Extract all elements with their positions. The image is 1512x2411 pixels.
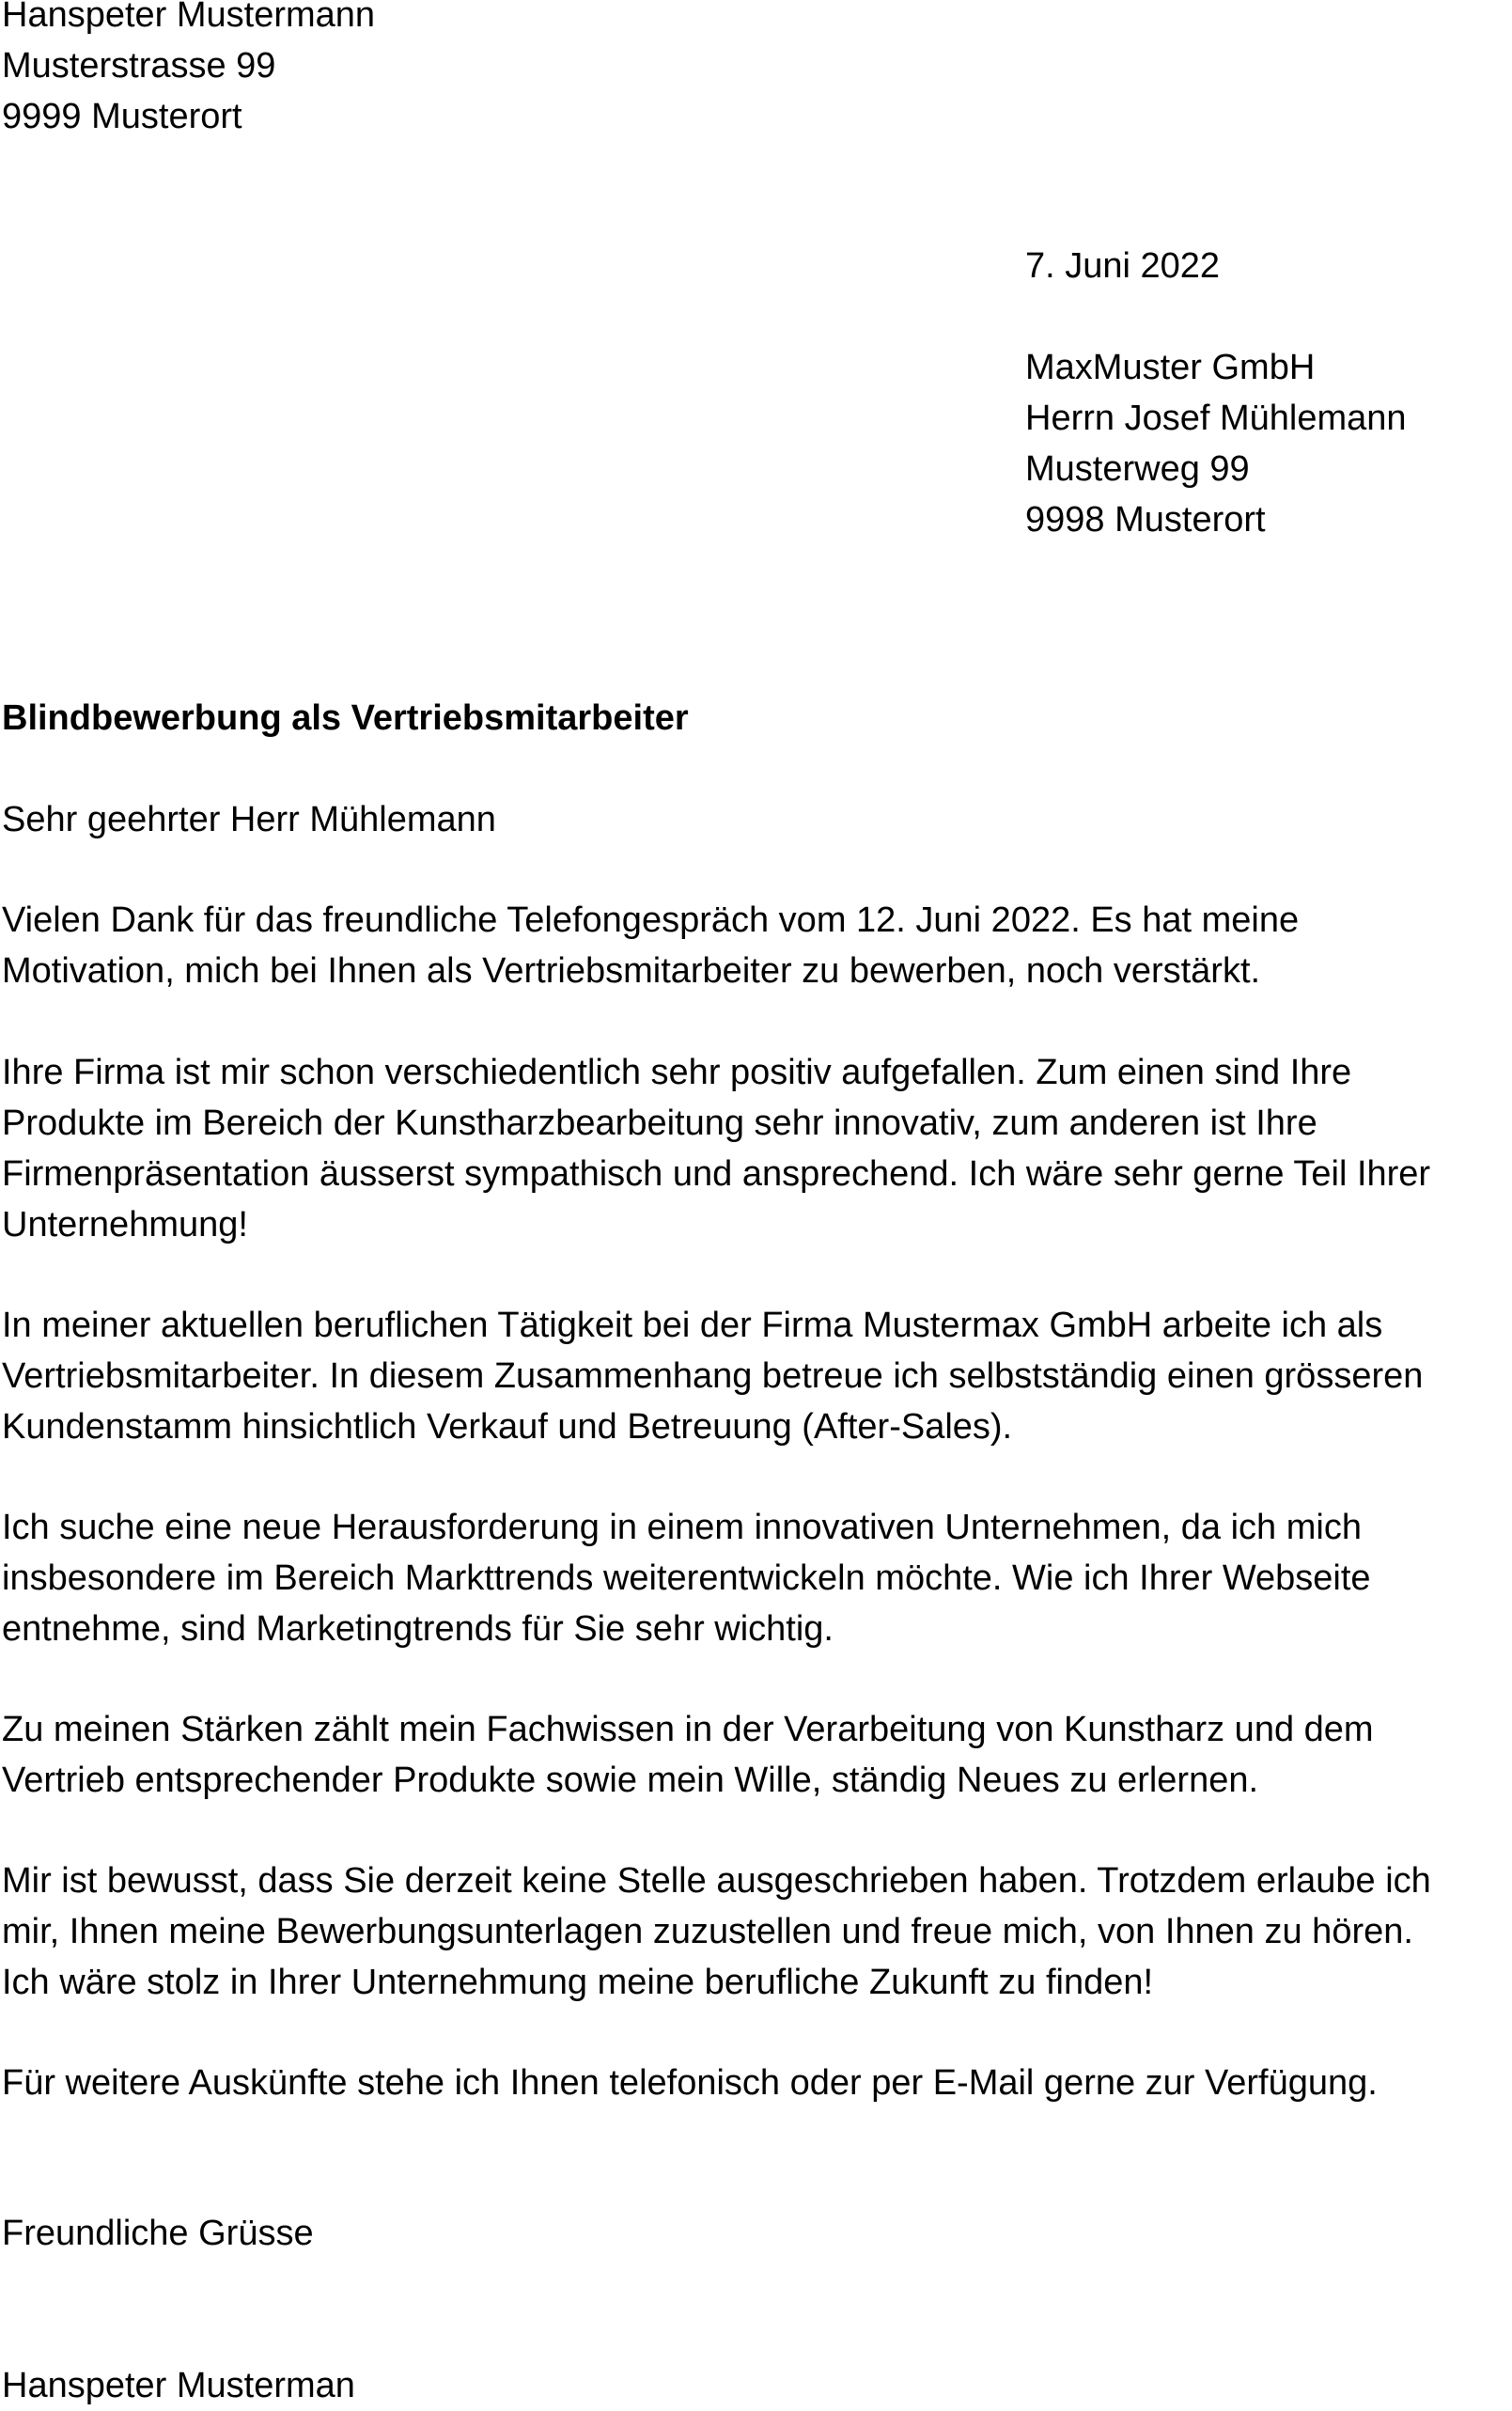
salutation-text: Sehr geehrter Herr Mühlemann — [2, 800, 496, 839]
salutation — [2, 794, 496, 845]
paragraph-line: Vertrieb entsprechender Produkte sowie mein Wille, ständig Neues zu erlernen. — [2, 1761, 1259, 1800]
paragraph-line: Vertriebsmitarbeiter. In diesem Zusammenhang betreue ich selbstständig einen grösseren — [2, 1356, 1424, 1396]
closing — [2, 2208, 314, 2259]
paragraph-line: Produkte im Bereich der Kunstharzbearbeitung sehr innovativ, zum anderen ist Ihre — [2, 1104, 1317, 1143]
paragraph-line: insbesondere im Bereich Markttrends weiterentwickeln möchte. Wie ich Ihrer Webseite — [2, 1558, 1371, 1598]
subject-line — [2, 693, 689, 744]
sender-address — [2, 0, 375, 142]
signature — [2, 2360, 355, 2411]
paragraph-line: In meiner aktuellen beruflichen Tätigkeit bei der Firma Mustermax GmbH arbeite ich als — [2, 1306, 1383, 1345]
paragraph-1 — [2, 895, 1299, 996]
recipient-person: Herrn Josef Mühlemann — [1025, 399, 1407, 438]
paragraph-line: Für weitere Auskünfte stehe ich Ihnen telefonisch oder per E-Mail gerne zur Verfügung. — [2, 2063, 1378, 2103]
sender-city: 9999 Musterort — [2, 97, 242, 136]
paragraph-line: Unternehmung! — [2, 1205, 248, 1245]
recipient-street: Musterweg 99 — [1025, 449, 1250, 489]
paragraph-7 — [2, 2058, 1378, 2108]
subject-text: Blindbewerbung als Vertriebsmitarbeiter — [2, 698, 689, 738]
paragraph-line: Mir ist bewusst, dass Sie derzeit keine Stelle ausgeschrieben haben. Trotzdem erlaube ich — [2, 1861, 1431, 1901]
sender-name: Hanspeter Mustermann — [2, 0, 376, 35]
paragraph-line: Firmenpräsentation äusserst sympathisch und ansprechend. Ich wäre sehr gerne Teil Ihrer — [2, 1154, 1431, 1194]
paragraph-5 — [2, 1704, 1374, 1806]
paragraph-line: Ich wäre stolz in Ihrer Unternehmung meine berufliche Zukunft zu finden! — [2, 1963, 1154, 2002]
letter-date — [1025, 241, 1220, 291]
paragraph-3 — [2, 1300, 1423, 1452]
paragraph-line: mir, Ihnen meine Bewerbungsunterlagen zuzustellen und freue mich, von Ihnen zu hören. — [2, 1912, 1413, 1951]
paragraph-line: Ich suche eine neue Herausforderung in einem innovativen Unternehmen, da ich mich — [2, 1508, 1362, 1547]
date-text: 7. Juni 2022 — [1025, 246, 1221, 286]
paragraph-line: entnehme, sind Marketingtrends für Sie sehr wichtig. — [2, 1609, 834, 1649]
paragraph-line: Kundenstamm hinsichtlich Verkauf und Betreuung (After-Sales). — [2, 1407, 1013, 1447]
recipient-address — [1025, 342, 1407, 545]
sender-street: Musterstrasse 99 — [2, 46, 276, 86]
paragraph-4 — [2, 1502, 1371, 1654]
recipient-company: MaxMuster GmbH — [1025, 348, 1316, 387]
signature-name: Hanspeter Musterman — [2, 2366, 355, 2405]
paragraph-2 — [2, 1047, 1430, 1250]
recipient-city: 9998 Musterort — [1025, 500, 1266, 540]
paragraph-line: Motivation, mich bei Ihnen als Vertriebsmitarbeiter zu bewerben, noch verstärkt. — [2, 951, 1261, 991]
paragraph-line: Ihre Firma ist mir schon verschiedentlich sehr positiv aufgefallen. Zum einen sind Ihre — [2, 1053, 1352, 1092]
closing-text: Freundliche Grüsse — [2, 2214, 314, 2253]
paragraph-6 — [2, 1855, 1431, 2008]
paragraph-line: Vielen Dank für das freundliche Telefongespräch vom 12. Juni 2022. Es hat meine — [2, 900, 1300, 940]
paragraph-line: Zu meinen Stärken zählt mein Fachwissen in der Verarbeitung von Kunstharz und dem — [2, 1710, 1374, 1749]
